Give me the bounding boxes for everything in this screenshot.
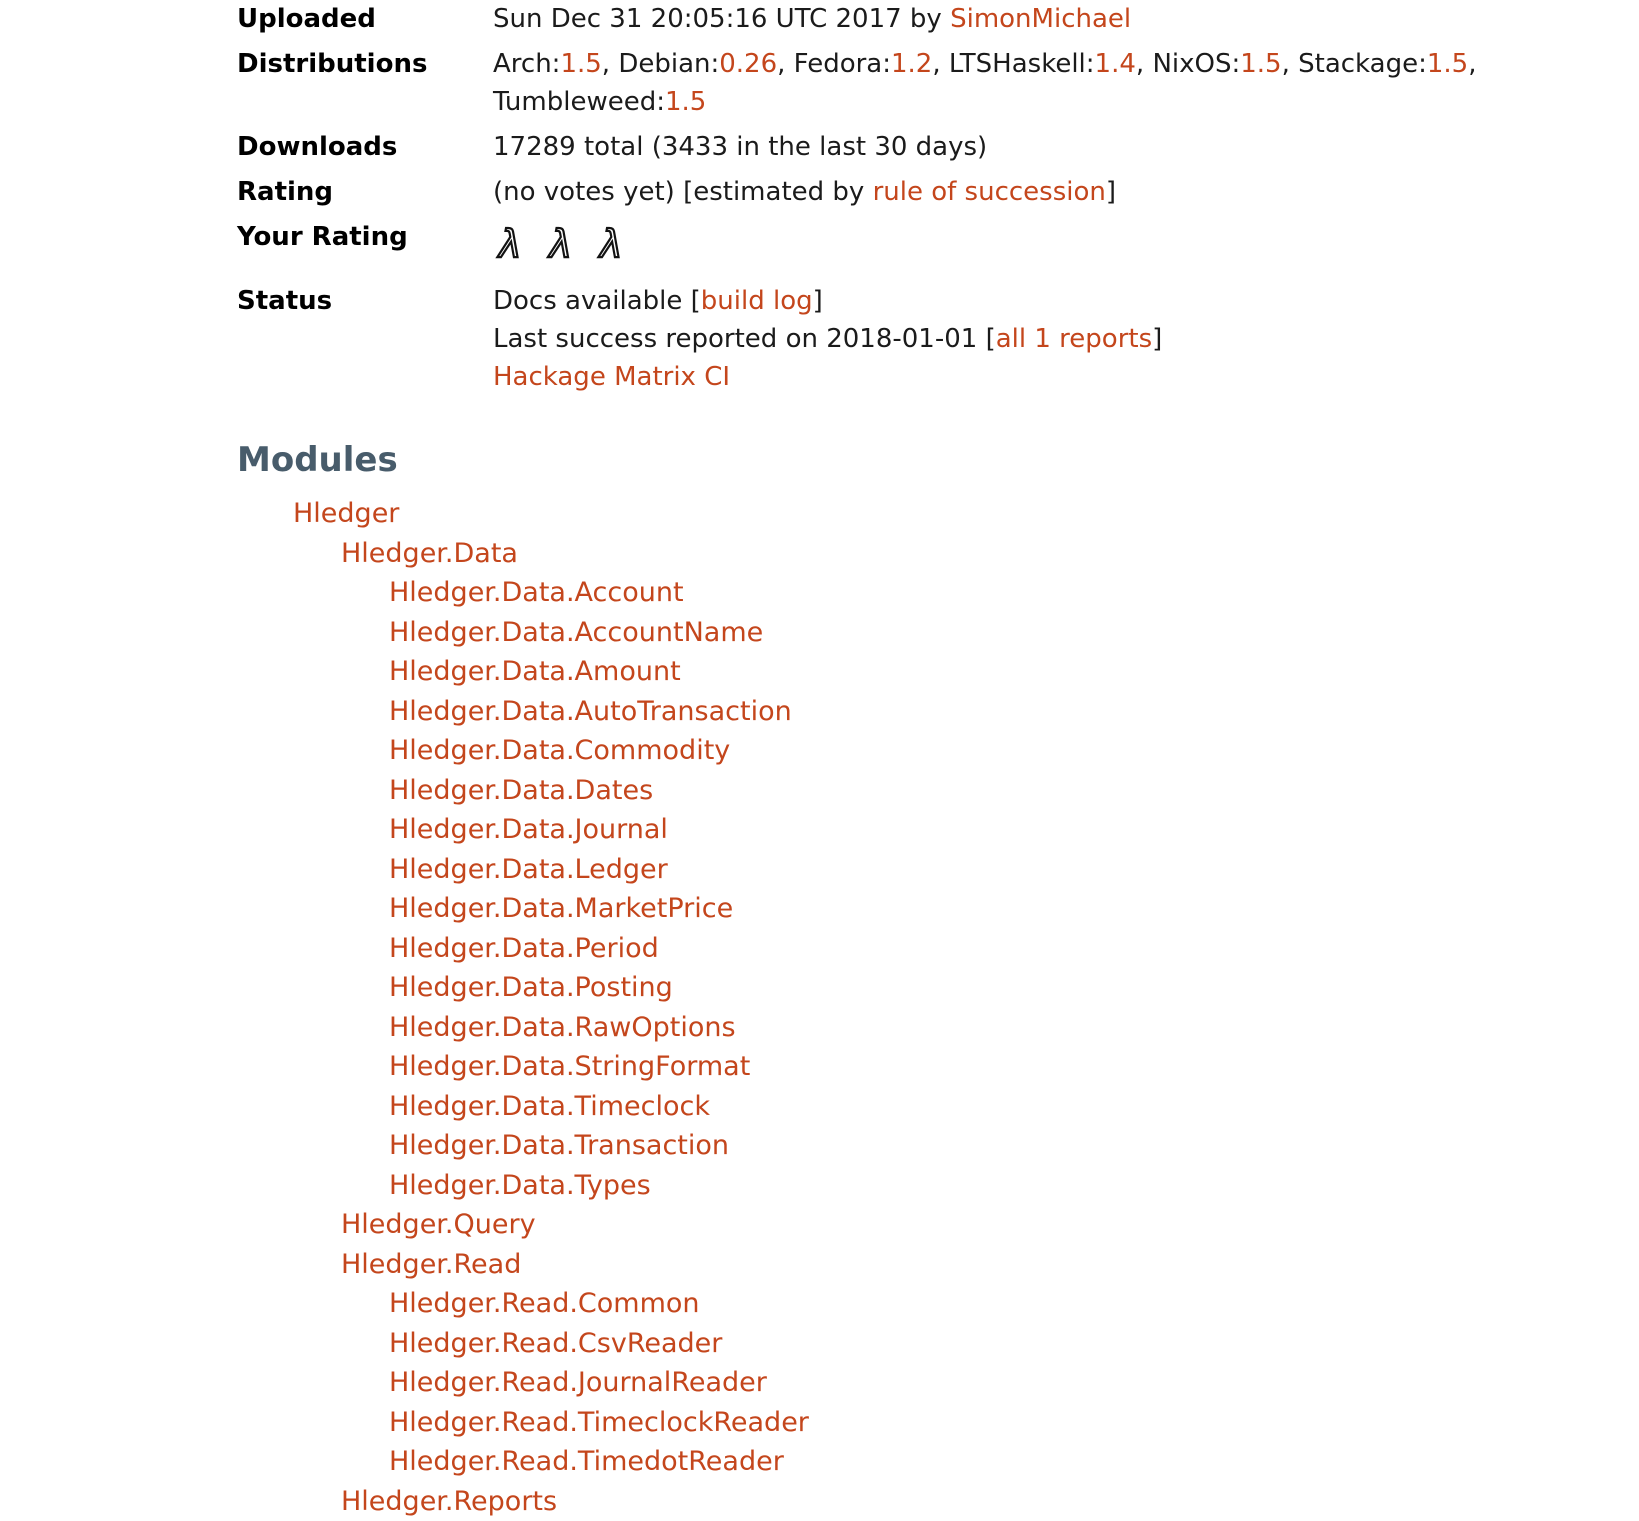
module-row [237,1008,1639,1048]
rating-text-after: ] [1106,177,1116,207]
module-link[interactable]: Hledger.Data.Types [389,1170,651,1201]
distribution-version-link[interactable]: 1.4 [1095,49,1136,79]
module-row [237,731,1639,771]
uploader-user-link[interactable]: SimonMichael [950,4,1131,34]
modules-heading: Modules [237,440,1639,480]
build-log-link[interactable]: build log [701,286,813,316]
distribution-separator: , [602,49,619,79]
module-row [237,1087,1639,1127]
module-link[interactable]: Hledger.Read.CsvReader [389,1328,722,1359]
module-row [237,1047,1639,1087]
module-link[interactable]: Hledger.Data.Journal [389,814,668,845]
status-success-text-after: ] [1152,324,1162,354]
module-row [237,850,1639,890]
distributions-label: Distributions [237,45,493,121]
distribution-name: Fedora: [794,49,891,79]
module-row [237,613,1639,653]
module-row [237,494,1639,534]
module-row [237,1126,1639,1166]
module-link[interactable]: Hledger.Data.AutoTransaction [389,696,792,727]
package-properties-table [237,0,1639,396]
module-row [237,968,1639,1008]
module-link[interactable]: Hledger.Query [341,1209,536,1240]
module-link[interactable]: Hledger.Data.AccountName [389,617,763,648]
module-row [237,534,1639,574]
module-row [237,1284,1639,1324]
distribution-version-link[interactable]: 0.26 [719,49,777,79]
downloads-label: Downloads [237,128,493,166]
distribution-version-link[interactable]: 1.5 [1240,49,1281,79]
status-label: Status [237,282,493,396]
uploaded-text: Sun Dec 31 20:05:16 UTC 2017 by [493,4,950,34]
distribution-name: LTSHaskell: [949,49,1095,79]
module-link[interactable]: Hledger.Data.MarketPrice [389,893,733,924]
downloads-value [493,128,1633,166]
modules-tree [237,494,1639,1521]
module-row [237,1403,1639,1443]
module-row [237,1324,1639,1364]
rating-text-before: (no votes yet) [estimated by [493,177,873,207]
status-success-text: Last success reported on 2018-01-01 [ [493,324,996,354]
module-row [237,692,1639,732]
rating-value [493,173,1633,211]
status-docs-text-after: ] [813,286,823,316]
status-line-matrix [493,358,1633,396]
module-link[interactable]: Hledger.Data.Ledger [389,854,668,885]
distribution-name: Tumbleweed: [493,87,665,117]
rating-star-lambda-1[interactable]: λ [499,218,522,270]
module-row [237,771,1639,811]
status-line-success [493,320,1633,358]
module-row [237,1482,1639,1521]
module-link[interactable]: Hledger.Data.Timeclock [389,1091,710,1122]
module-row [237,1166,1639,1206]
module-link[interactable]: Hledger.Read.TimeclockReader [389,1407,809,1438]
module-link[interactable]: Hledger.Data.StringFormat [389,1051,750,1082]
distribution-name: Debian: [618,49,719,79]
distribution-name: NixOS: [1152,49,1240,79]
module-row [237,889,1639,929]
module-row [237,652,1639,692]
all-reports-link[interactable]: all 1 reports [996,324,1152,354]
distribution-separator: , [777,49,794,79]
module-row [237,1363,1639,1403]
module-link[interactable]: Hledger.Data.RawOptions [389,1012,736,1043]
module-link[interactable]: Hledger.Data.Period [389,933,659,964]
distribution-version-link[interactable]: 1.5 [560,49,601,79]
module-link[interactable]: Hledger.Data.Amount [389,656,681,687]
module-link[interactable]: Hledger.Data.Transaction [389,1130,729,1161]
distributions-line-1 [493,45,1633,83]
distribution-separator: , [1136,49,1153,79]
module-link[interactable]: Hledger.Data.Posting [389,972,673,1003]
distribution-name: Stackage: [1298,49,1427,79]
module-row [237,929,1639,969]
downloads-text: 17289 total (3433 in the last 30 days) [493,128,1633,166]
distribution-separator: , [932,49,949,79]
distributions-value [493,45,1633,121]
module-row [237,1442,1639,1482]
module-row [237,1245,1639,1285]
distribution-version-link[interactable]: 1.5 [665,87,706,117]
module-link[interactable]: Hledger.Data [341,538,518,569]
your-rating-stars [493,218,1633,275]
module-link[interactable]: Hledger.Reports [341,1486,557,1517]
your-rating-label: Your Rating [237,218,493,275]
module-row [237,810,1639,850]
rule-of-succession-link[interactable]: rule of succession [873,177,1106,207]
distribution-separator: , [1282,49,1299,79]
uploaded-label: Uploaded [237,0,493,38]
distribution-version-link[interactable]: 1.5 [1427,49,1468,79]
rating-star-lambda-2[interactable]: λ [550,218,573,270]
module-link[interactable]: Hledger.Read.JournalReader [389,1367,767,1398]
status-value [493,282,1633,396]
module-link[interactable]: Hledger.Data.Account [389,577,684,608]
rating-star-lambda-3[interactable]: λ [600,218,623,270]
module-row [237,1205,1639,1245]
module-link[interactable]: Hledger.Read [341,1249,521,1280]
uploaded-value [493,0,1633,38]
status-line-docs [493,282,1633,320]
distribution-separator: , [1468,49,1476,79]
rating-line [493,173,1633,211]
module-link[interactable]: Hledger.Data.Dates [389,775,653,806]
distributions-line-2 [493,83,1633,121]
module-row [237,573,1639,613]
module-link[interactable]: Hledger.Read.TimedotReader [389,1446,784,1477]
status-docs-text: Docs available [ [493,286,701,316]
distribution-version-link[interactable]: 1.2 [891,49,932,79]
module-link[interactable]: Hledger.Read.Common [389,1288,700,1319]
hackage-matrix-ci-link[interactable]: Hackage Matrix CI [493,362,730,392]
rating-label: Rating [237,173,493,211]
distribution-name: Arch: [493,49,560,79]
uploaded-line [493,0,1633,38]
module-link[interactable]: Hledger.Data.Commodity [389,735,730,766]
module-link[interactable]: Hledger [293,498,399,529]
